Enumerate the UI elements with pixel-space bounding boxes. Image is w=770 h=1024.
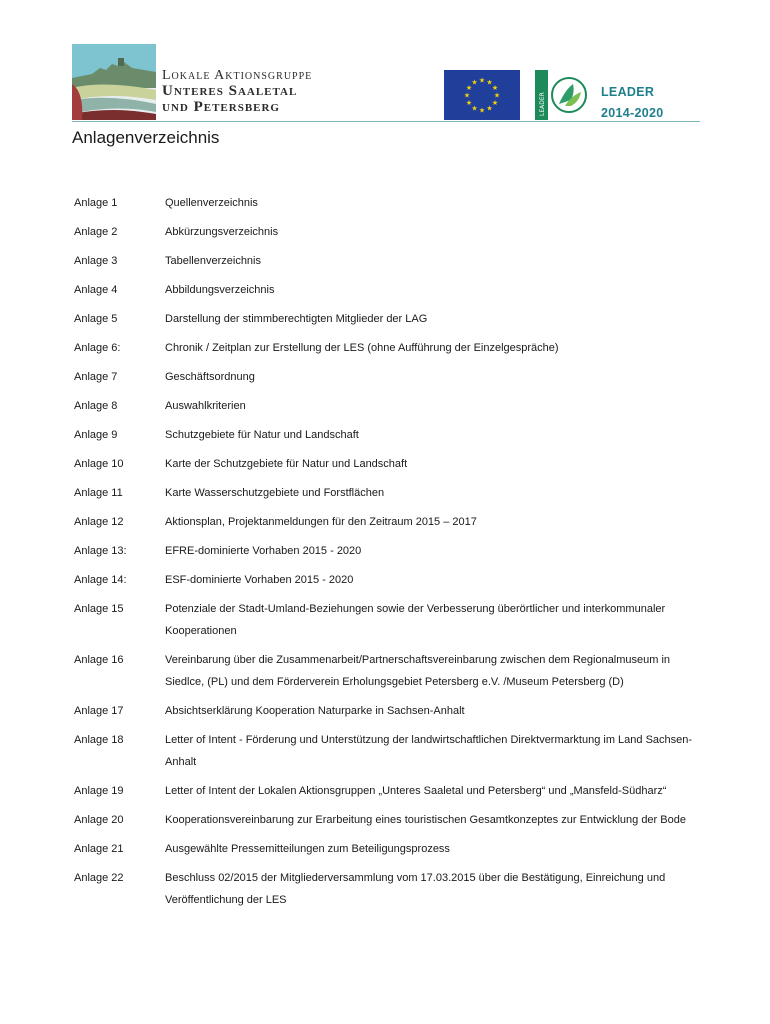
annex-row — [74, 867, 704, 911]
annex-row — [74, 700, 704, 722]
header-divider — [72, 121, 700, 122]
eu-star-icon: ★ — [478, 106, 486, 115]
annex-description: Karte Wasserschutzgebiete und Forstflächen — [165, 487, 385, 499]
annex-row — [74, 540, 704, 562]
annex-row — [74, 598, 704, 642]
annex-description: Darstellung der stimmberechtigten Mitglieder der LAG — [165, 313, 428, 325]
annex-number: Anlage 3 — [74, 255, 118, 267]
annex-number: Anlage 13: — [74, 545, 127, 557]
annex-description: Quellenverzeichnis — [165, 197, 258, 209]
eu-star-icon: ★ — [471, 78, 478, 87]
leader-logo-icon — [535, 70, 590, 120]
leader-title: LEADER — [601, 85, 655, 99]
annex-row — [74, 453, 704, 475]
eu-star-icon: ★ — [471, 104, 478, 113]
annex-number: Anlage 5 — [74, 313, 118, 325]
annex-number: Anlage 1 — [74, 197, 118, 209]
org-line-3: und Petersberg — [162, 99, 280, 115]
annex-row — [74, 221, 704, 243]
annex-row — [74, 649, 704, 693]
annex-description: Schutzgebiete für Natur und Landschaft — [165, 429, 359, 441]
annex-number: Anlage 6: — [74, 342, 121, 354]
org-name — [162, 69, 312, 115]
annex-description: Absichtserklärung Kooperation Naturparke in Sachsen-Anhalt — [165, 705, 465, 717]
annex-number: Anlage 2 — [74, 226, 118, 238]
annex-number: Anlage 14: — [74, 574, 127, 586]
annex-row — [74, 424, 704, 446]
annex-description: EFRE-dominierte Vorhaben 2015 - 2020 — [165, 545, 362, 557]
annex-description: Beschluss 02/2015 der Mitgliederversammlung vom 17.03.2015 über die Bestätigung, Einreichung und Veröffentlichung der LES — [165, 872, 666, 906]
annex-description: Karte der Schutzgebiete für Natur und Landschaft — [165, 458, 408, 470]
annex-number: Anlage 4 — [74, 284, 118, 296]
annex-description: Ausgewählte Pressemitteilungen zum Beteiligungsprozess — [165, 843, 450, 855]
annex-description: Auswahlkriterien — [165, 400, 246, 412]
org-line-1: Lokale Aktionsgruppe — [162, 68, 313, 83]
annex-description: Abbildungsverzeichnis — [165, 284, 275, 296]
annex-number: Anlage 16 — [74, 654, 124, 666]
annex-number: Anlage 21 — [74, 843, 124, 855]
leader-vertical-label: LEADER — [539, 92, 546, 116]
annex-number: Anlage 12 — [74, 516, 124, 528]
eu-star-icon: ★ — [491, 84, 499, 92]
annex-number: Anlage 17 — [74, 705, 124, 717]
annex-number: Anlage 11 — [74, 487, 123, 499]
annex-row — [74, 482, 704, 504]
leader-years: 2014-2020 — [601, 106, 664, 120]
annex-number: Anlage 10 — [74, 458, 124, 470]
eu-star-icon: ★ — [486, 104, 493, 113]
eu-flag-icon — [444, 70, 520, 120]
annex-description: Aktionsplan, Projektanmeldungen für den Zeitraum 2015 – 2017 — [165, 516, 477, 528]
annex-row — [74, 395, 704, 417]
eu-star-icon: ★ — [463, 91, 471, 100]
annex-number: Anlage 22 — [74, 872, 124, 884]
annex-row — [74, 279, 704, 301]
annex-number: Anlage 20 — [74, 814, 124, 826]
page-title: Anlagenverzeichnis — [72, 128, 220, 147]
annex-number: Anlage 7 — [74, 371, 118, 383]
annex-number: Anlage 15 — [74, 603, 124, 615]
lag-logo-icon — [72, 44, 156, 120]
annex-row — [74, 308, 704, 330]
eu-star-icon: ★ — [478, 76, 486, 85]
annex-row — [74, 250, 704, 272]
annex-number: Anlage 19 — [74, 785, 124, 797]
annex-description: Vereinbarung über die Zusammenarbeit/Partnerschaftsvereinbarung zwischen dem Regionalmuseum in Siedlce, (PL) und dem Förderverein Erholungsgebiet Petersberg e.V. /Museum Petersberg (D) — [165, 654, 671, 688]
leader-program-label — [601, 82, 663, 124]
annex-description: Kooperationsvereinbarung zur Erarbeitung eines touristischen Gesamtkonzeptes zur Entwicklung der Bode — [165, 814, 686, 826]
annex-list — [74, 192, 704, 918]
annex-row — [74, 729, 704, 773]
annex-row — [74, 809, 704, 831]
annex-description: Tabellenverzeichnis — [165, 255, 261, 267]
annex-description: Abkürzungsverzeichnis — [165, 226, 279, 238]
annex-row — [74, 337, 704, 359]
annex-row — [74, 192, 704, 214]
eu-star-icon: ★ — [465, 84, 473, 92]
annex-number: Anlage 18 — [74, 734, 124, 746]
annex-description: Chronik / Zeitplan zur Erstellung der LES (ohne Aufführung der Einzelgespräche) — [165, 342, 559, 354]
annex-row — [74, 780, 704, 802]
annex-description: ESF-dominierte Vorhaben 2015 - 2020 — [165, 574, 354, 586]
annex-description: Letter of Intent der Lokalen Aktionsgruppen „Unteres Saaletal und Petersberg“ und „Mansfeld-Südharz“ — [165, 785, 667, 797]
annex-number: Anlage 9 — [74, 429, 118, 441]
eu-star-icon: ★ — [486, 78, 493, 87]
eu-star-icon: ★ — [493, 91, 501, 100]
annex-row — [74, 838, 704, 860]
annex-description: Potenziale der Stadt-Umland-Beziehungen sowie der Verbesserung überörtlicher und interkommunaler Kooperationen — [165, 603, 666, 637]
org-line-2: Unteres Saaletal — [162, 83, 298, 99]
annex-row — [74, 366, 704, 388]
eu-star-icon: ★ — [465, 99, 473, 107]
annex-description: Letter of Intent - Förderung und Unterstützung der landwirtschaftlichen Direktvermarktung im Land Sachsen-Anhalt — [165, 734, 693, 768]
eu-star-icon: ★ — [491, 99, 499, 107]
annex-description: Geschäftsordnung — [165, 371, 255, 383]
annex-number: Anlage 8 — [74, 400, 118, 412]
page-header — [0, 0, 770, 125]
annex-row — [74, 511, 704, 533]
annex-row — [74, 569, 704, 591]
